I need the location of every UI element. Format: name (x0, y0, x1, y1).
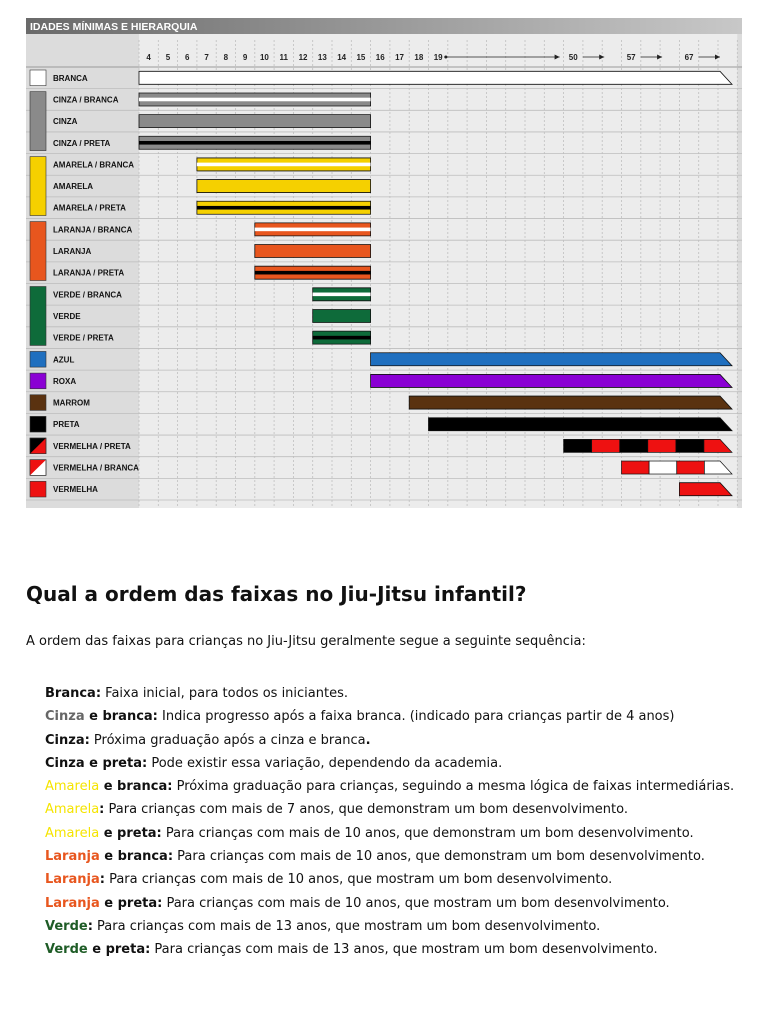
age-tick-label: 12 (298, 53, 308, 62)
age-tick-label: 8 (223, 53, 229, 62)
belt-order-list (45, 682, 765, 962)
belt-row-label: AZUL (53, 355, 75, 365)
age-tick-label: 50 (568, 53, 578, 62)
belt-bar-block (676, 439, 704, 452)
belt-bar-stripe (139, 98, 371, 102)
belt-list-item (45, 938, 765, 961)
belt-list-item (45, 775, 765, 798)
belt-bar-stripe (139, 141, 371, 145)
belt-bar-block (592, 439, 620, 452)
belt-list-text: e preta: (99, 825, 162, 841)
belt-row-label: VERDE / BRANCA (53, 290, 122, 300)
belt-swatch (30, 92, 46, 151)
belt-list-item (45, 915, 765, 938)
belt-list-text: Cinza: (45, 732, 90, 748)
age-tick-label: 11 (279, 53, 288, 62)
belt-list-text: Laranja (45, 849, 100, 865)
belt-bar-block (564, 439, 592, 452)
belt-swatch (30, 395, 46, 411)
belt-bar (371, 374, 732, 387)
belt-bar (197, 180, 371, 193)
belt-bar-block (620, 439, 648, 452)
belt-bar (313, 309, 371, 322)
belt-list-text: Verde (45, 942, 88, 958)
belt-swatch (30, 373, 46, 389)
belt-row-label: LARANJA / PRETA (53, 268, 125, 278)
age-tick-label: 6 (185, 53, 190, 62)
belt-row-label: LARANJA / BRANCA (53, 225, 133, 235)
belt-list-text: : (99, 802, 105, 818)
belt-list-text: Pode existir essa variação, dependendo da academia. (147, 755, 503, 771)
belt-swatch (30, 222, 46, 281)
belt-list-item (45, 892, 765, 915)
belt-list-text: Amarela (45, 779, 100, 795)
age-tick-label: 15 (356, 53, 366, 62)
belt-bar-block (648, 439, 676, 452)
belt-bar-block (649, 461, 677, 474)
age-tick-label: 57 (626, 53, 636, 62)
belt-list-text: . (365, 732, 371, 748)
belt-swatch (30, 416, 46, 432)
belt-row-label: VERMELHA / BRANCA (53, 463, 139, 473)
belt-list-text: e preta: (99, 895, 163, 911)
belt-list-item (45, 868, 765, 891)
belt-bar-stripe (197, 163, 371, 167)
belt-list-text: Para crianças com mais de 10 anos, que mostram um bom desenvolvimento. (104, 872, 613, 888)
belt-list-text: Verde (45, 918, 88, 934)
age-tick-label: 4 (146, 53, 151, 62)
belt-list-item (45, 752, 765, 775)
belt-row-label: BRANCA (53, 73, 88, 83)
belt-row-label: MARROM (53, 398, 90, 408)
chart-title: IDADES MÍNIMAS E HIERARQUIA (30, 21, 198, 33)
belt-list-text: Para crianças com mais de 10 anos, que demonstram um bom desenvolvimento. (161, 825, 694, 841)
belt-swatch (30, 287, 46, 346)
belt-list-text: Próxima graduação após a cinza e branca (89, 732, 366, 748)
belt-row-label: ROXA (53, 376, 77, 386)
age-tick-label: 18 (414, 53, 424, 62)
belt-swatch (30, 481, 46, 497)
belt-list-item (45, 845, 765, 868)
age-tick-label: 7 (204, 53, 209, 62)
belt-list-text: Indica progresso após a faixa branca. (indicado para crianças partir de 4 anos) (157, 709, 675, 725)
belt-list-text: e preta: (87, 942, 151, 958)
belt-bar-stripe (197, 206, 371, 210)
belt-bar-stripe (255, 271, 371, 275)
belt-list-text: Laranja (45, 895, 100, 911)
belt-list-text: Para crianças com mais de 7 anos, que demonstram um bom desenvolvimento. (104, 802, 628, 818)
belt-bar (139, 115, 371, 128)
age-tick-label: 10 (259, 53, 269, 62)
belt-bar-block (677, 461, 705, 474)
belt-swatch (30, 157, 46, 216)
belt-bar (409, 396, 732, 409)
belt-list-text: Cinza e preta: (45, 755, 148, 771)
belt-row-label: LARANJA (53, 247, 92, 257)
belt-list-text: Branca: (45, 686, 102, 701)
belt-bar (429, 418, 733, 431)
belt-row-label: VERMELHA / PRETA (53, 441, 131, 451)
belt-list-text: e branca: (99, 779, 173, 795)
belt-list-item (45, 822, 765, 845)
belt-age-chart (26, 18, 742, 508)
article (26, 580, 746, 958)
belt-list-text: Próxima graduação para crianças, seguindo a mesma lógica de faixas intermediárias. (172, 779, 735, 795)
belt-swatch (30, 70, 46, 86)
belt-bar-block (622, 461, 650, 474)
belt-bar-stripe (255, 228, 371, 232)
belt-bar (139, 71, 732, 84)
belt-row-label: AMARELA / BRANCA (53, 160, 135, 170)
belt-list-item (45, 729, 765, 752)
age-tick-label: 19 (433, 53, 443, 62)
belt-row-label: AMARELA / PRETA (53, 203, 126, 213)
belt-list-text: e branca: (84, 709, 158, 725)
belt-list-item (45, 682, 765, 705)
age-tick-label: 9 (242, 53, 248, 62)
belt-bar (255, 245, 371, 258)
belt-list-text: : (99, 872, 105, 888)
belt-list-text: Para crianças com mais de 13 anos, que mostram um bom desenvolvimento. (150, 942, 658, 958)
belt-list-text: e branca: (99, 849, 174, 865)
age-tick-label: 67 (684, 53, 694, 62)
belt-chart-svg (26, 18, 742, 508)
age-tick-label: 17 (395, 53, 405, 62)
age-tick-label: 13 (317, 53, 327, 62)
belt-row-label: PRETA (53, 420, 80, 430)
belt-list-text: Para crianças com mais de 10 anos, que demonstram um bom desenvolvimento. (173, 849, 705, 865)
belt-list-text: Laranja (45, 872, 100, 888)
belt-row-label: CINZA / PRETA (53, 138, 111, 148)
age-tick-label: 14 (337, 53, 347, 62)
belt-row-label: CINZA / BRANCA (53, 95, 119, 105)
belt-list-text: Faixa inicial, para todos os iniciantes. (101, 686, 348, 701)
belt-bar-stripe (313, 336, 371, 340)
belt-list-text: Amarela (45, 825, 100, 841)
article-heading: Qual a ordem das faixas no Jiu-Jitsu infantil? (26, 582, 527, 606)
age-tick-label: 5 (165, 53, 171, 62)
article-intro: A ordem das faixas para crianças no Jiu-Jitsu geralmente segue a seguinte sequência: (26, 634, 586, 649)
belt-row-label: AMARELA (53, 182, 93, 192)
belt-list-text: Amarela (45, 802, 100, 818)
belt-list-text: Para crianças com mais de 10 anos, que mostram um bom desenvolvimento. (162, 895, 670, 911)
belt-row-label: VERDE (53, 311, 81, 321)
belt-row-label: VERMELHA (53, 485, 98, 495)
belt-list-item (45, 798, 765, 821)
belt-list-text: Cinza (45, 709, 85, 725)
belt-list-text: Para crianças com mais de 13 anos, que mostram um bom desenvolvimento. (92, 918, 601, 934)
belt-bar-stripe (313, 293, 371, 297)
belt-swatch (30, 351, 46, 367)
age-tick-label: 16 (375, 53, 385, 62)
belt-bar (371, 353, 732, 366)
belt-row-label: CINZA (53, 117, 78, 127)
belt-list-text: : (87, 918, 93, 934)
belt-row-label: VERDE / PRETA (53, 333, 114, 343)
belt-list-item (45, 705, 765, 728)
